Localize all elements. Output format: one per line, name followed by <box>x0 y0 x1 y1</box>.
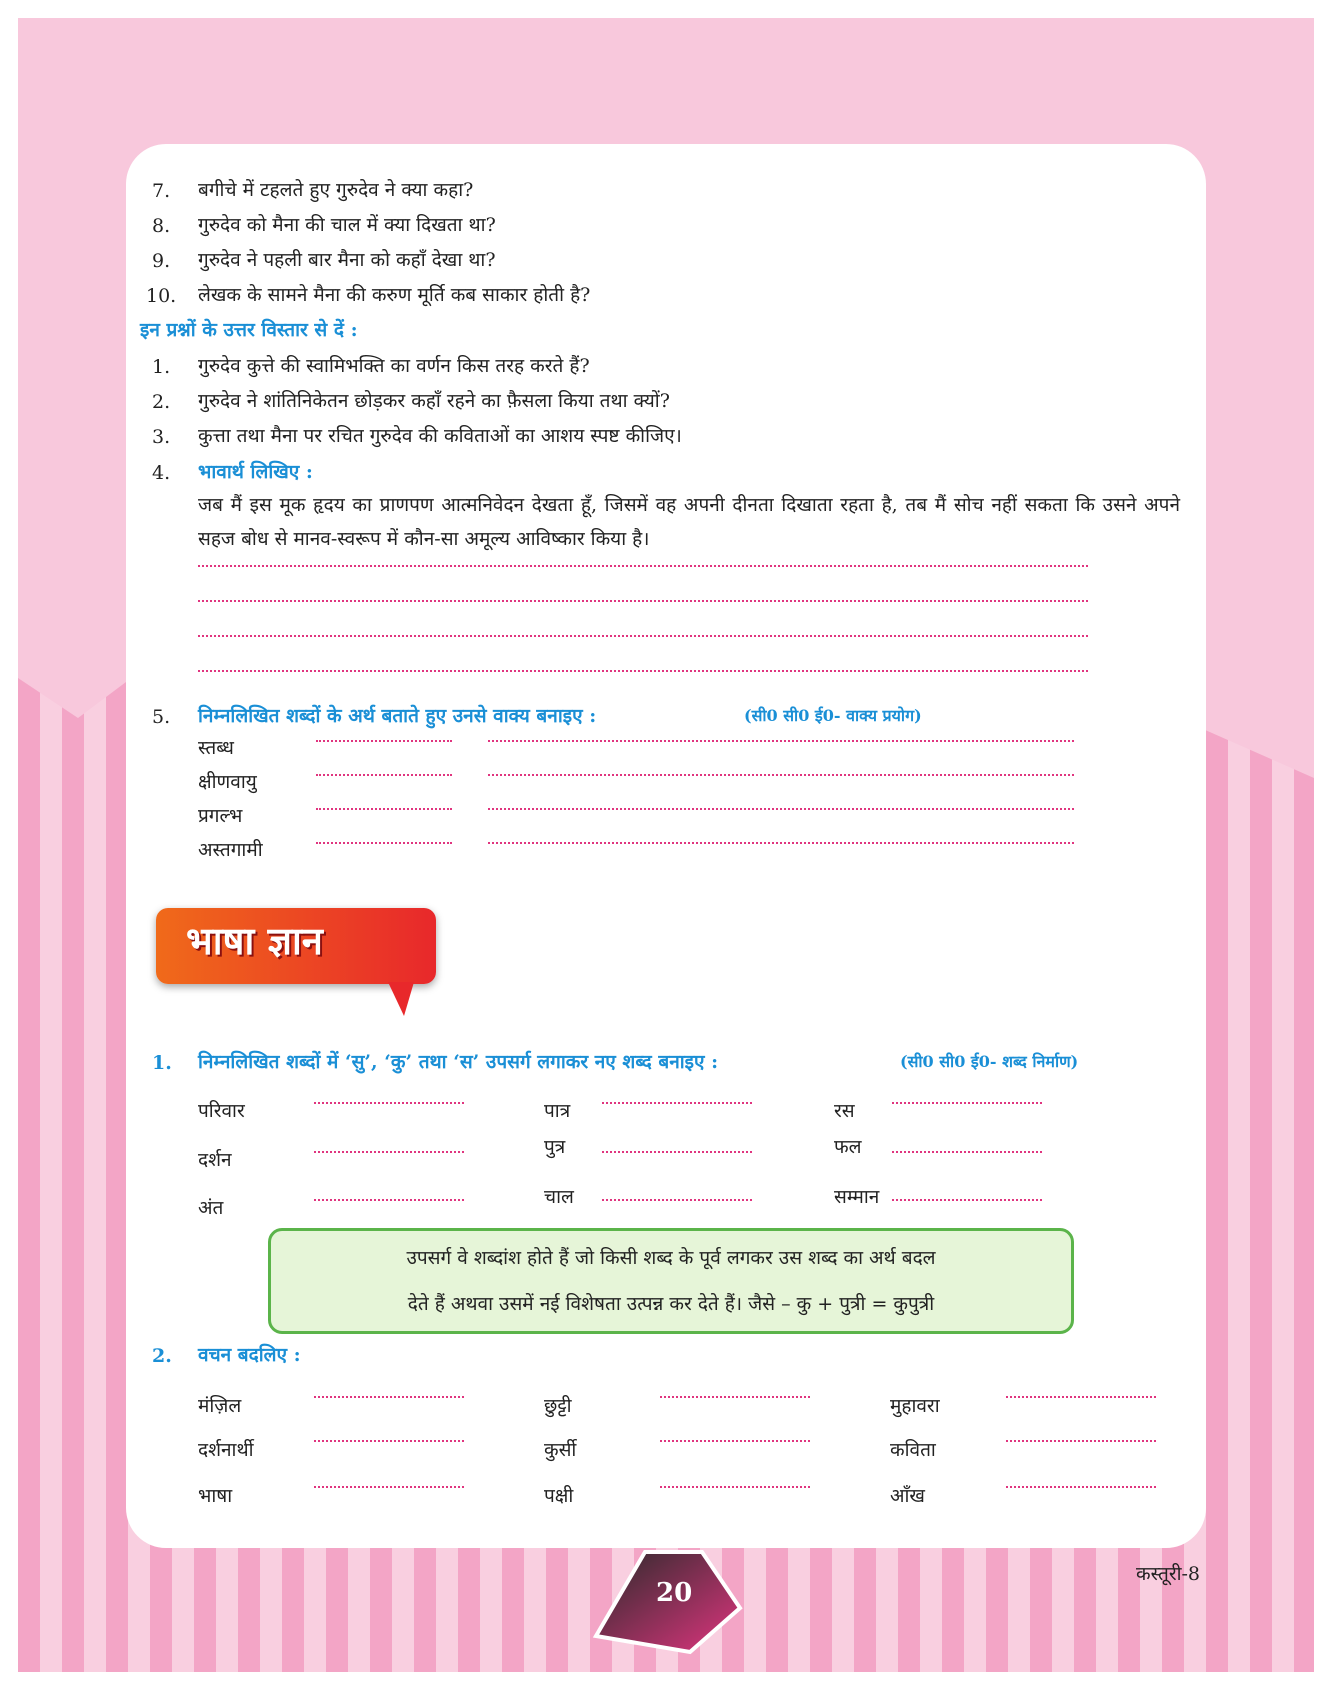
question-number: 8. <box>152 215 171 237</box>
question-heading: भावार्थ लिखिए : <box>198 461 313 483</box>
question-number: 7. <box>152 180 171 202</box>
question-number: 1. <box>152 356 171 378</box>
section-title: भाषा ज्ञान <box>186 919 323 963</box>
answer-line[interactable] <box>198 635 1088 637</box>
definition-line: देते हैं अथवा उसमें नई विशेषता उत्पन्न कर देते हैं। जैसे – कु + पुत्री = कुपुत्री <box>407 1293 935 1315</box>
skill-tag: (सी0 सी0 ई0- शब्द निर्माण) <box>900 1052 1079 1071</box>
answer-line[interactable] <box>314 1102 464 1104</box>
answer-line[interactable] <box>602 1199 752 1201</box>
vocab-word: अस्तगामी <box>198 839 263 861</box>
passage-text: जब मैं इस मूक हृदय का प्राणपण आत्मनिवेदन देखता हूँ, जिसमें वह अपनी दीनता दिखाता रहता है, तब मैं सोच नहीं सकता कि उसने अपने सहज बोध से मानव-स्वरूप में कौन-सा अमूल्य आविष्कार किया है। <box>198 494 1180 550</box>
vocab-word: स्तब्ध <box>198 737 234 759</box>
prefix-word: फल <box>834 1136 862 1158</box>
sentence-line[interactable] <box>488 740 1074 742</box>
prefix-word: चाल <box>544 1186 574 1208</box>
question-text: बगीचे में टहलते हुए गुरुदेव ने क्या कहा? <box>198 179 474 201</box>
prefix-word: दर्शन <box>198 1149 232 1171</box>
question-number: 9. <box>152 250 171 272</box>
section-heading: इन प्रश्नों के उत्तर विस्तार से दें : <box>140 319 358 341</box>
sentence-line[interactable] <box>488 774 1074 776</box>
question-number: 1. <box>152 1052 172 1074</box>
badge-pointer <box>388 982 414 1016</box>
number-word: दर्शनार्थी <box>198 1439 254 1461</box>
answer-line[interactable] <box>314 1396 464 1398</box>
sentence-line[interactable] <box>488 808 1074 810</box>
number-word: कुर्सी <box>544 1439 577 1461</box>
answer-line[interactable] <box>198 670 1088 672</box>
sentence-line[interactable] <box>488 842 1074 844</box>
answer-line[interactable] <box>314 1199 464 1201</box>
answer-line[interactable] <box>602 1102 752 1104</box>
answer-line[interactable] <box>314 1486 464 1488</box>
question-text: गुरुदेव कुत्ते की स्वामिभक्ति का वर्णन किस तरह करते हैं? <box>198 355 590 377</box>
question-number: 2. <box>152 1345 172 1367</box>
question-heading: वचन बदलिए : <box>198 1344 301 1366</box>
number-word: कविता <box>890 1439 936 1461</box>
question-number: 4. <box>152 462 171 484</box>
prefix-word: रस <box>834 1100 855 1122</box>
definition-line: उपसर्ग वे शब्दांश होते हैं जो किसी शब्द के पूर्व लगकर उस शब्द का अर्थ बदल <box>406 1247 936 1269</box>
question-number: 10. <box>146 285 177 307</box>
question-text: गुरुदेव ने शांतिनिकेतन छोड़कर कहाँ रहने का फ़ैसला किया तथा क्यों? <box>198 390 670 412</box>
question-heading: निम्नलिखित शब्दों में ‘सु’, ‘कु’ तथा ‘स’ उपसर्ग लगाकर नए शब्द बनाइए : <box>198 1051 719 1073</box>
prefix-word: पात्र <box>544 1100 571 1122</box>
answer-line[interactable] <box>660 1440 810 1442</box>
number-word: पक्षी <box>544 1485 574 1507</box>
answer-line[interactable] <box>660 1396 810 1398</box>
question-text: गुरुदेव ने पहली बार मैना को कहाँ देखा था? <box>198 249 496 271</box>
answer-line[interactable] <box>660 1486 810 1488</box>
book-name: कस्तूरी-8 <box>1136 1563 1201 1585</box>
answer-line[interactable] <box>1006 1440 1156 1442</box>
prefix-word: पुत्र <box>544 1136 566 1158</box>
meaning-line[interactable] <box>316 774 452 776</box>
question-text: कुत्ता तथा मैना पर रचित गुरुदेव की कविताओं का आशय स्पष्ट कीजिए। <box>198 425 682 447</box>
question-number: 2. <box>152 391 171 413</box>
answer-line[interactable] <box>892 1151 1042 1153</box>
number-word: मुहावरा <box>890 1395 940 1417</box>
answer-line[interactable] <box>602 1151 752 1153</box>
question-heading: निम्नलिखित शब्दों के अर्थ बताते हुए उनसे वाक्य बनाइए : <box>198 705 597 727</box>
meaning-line[interactable] <box>316 740 452 742</box>
question-number: 3. <box>152 426 171 448</box>
prefix-word: सम्मान <box>834 1186 880 1208</box>
number-word: मंज़िल <box>198 1395 242 1417</box>
prefix-word: अंत <box>198 1197 224 1219</box>
prefix-word: परिवार <box>198 1100 245 1122</box>
vocab-word: क्षीणवायु <box>198 771 257 793</box>
question-number: 5. <box>152 706 171 728</box>
question-text: लेखक के सामने मैना की करुण मूर्ति कब साकार होती है? <box>198 284 591 306</box>
number-word: भाषा <box>198 1485 233 1507</box>
vocab-word: प्रगल्भ <box>198 805 243 827</box>
answer-line[interactable] <box>314 1151 464 1153</box>
meaning-line[interactable] <box>316 808 452 810</box>
answer-line[interactable] <box>892 1102 1042 1104</box>
answer-line[interactable] <box>1006 1486 1156 1488</box>
skill-tag: (सी0 सी0 ई0- वाक्य प्रयोग) <box>744 706 922 725</box>
answer-line[interactable] <box>314 1440 464 1442</box>
answer-line[interactable] <box>1006 1396 1156 1398</box>
number-word: छुट्टी <box>544 1395 572 1417</box>
question-text: गुरुदेव को मैना की चाल में क्या दिखता था? <box>198 214 496 236</box>
answer-line[interactable] <box>198 600 1088 602</box>
number-word: आँख <box>890 1485 925 1507</box>
answer-line[interactable] <box>892 1199 1042 1201</box>
page-number: 20 <box>656 1578 693 1608</box>
meaning-line[interactable] <box>316 842 452 844</box>
answer-line[interactable] <box>198 565 1088 567</box>
